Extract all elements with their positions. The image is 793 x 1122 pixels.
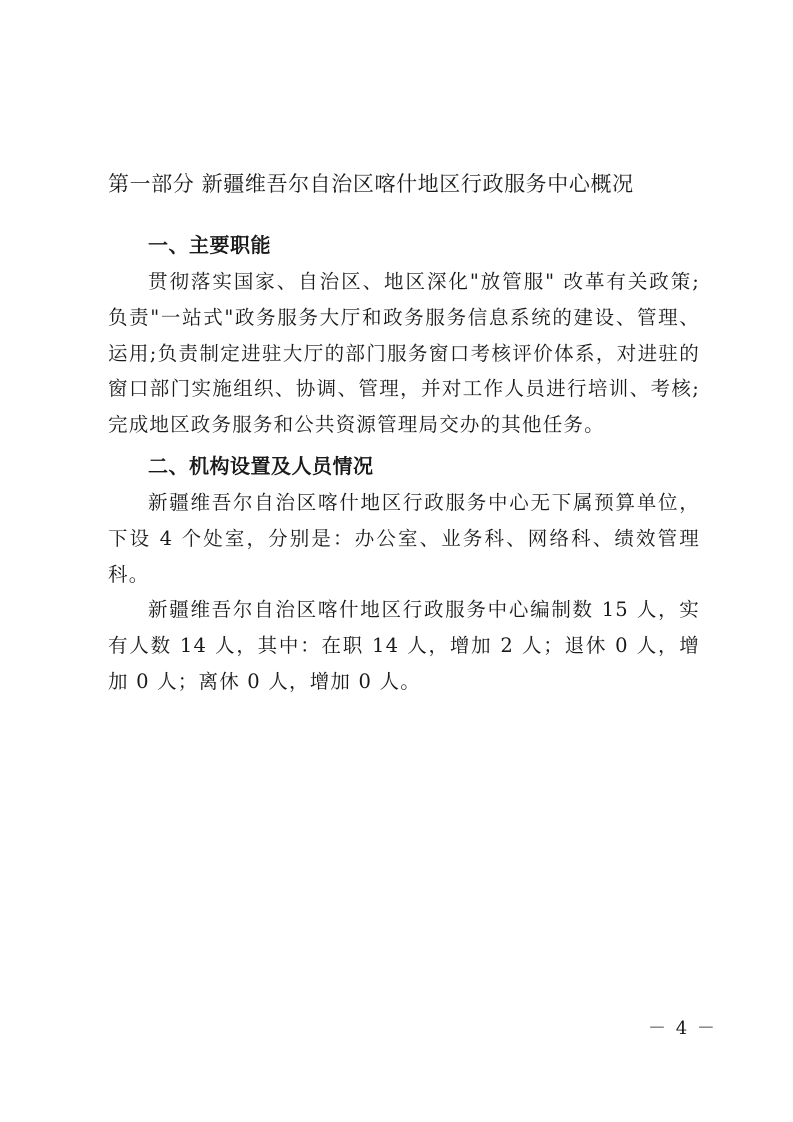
section-heading: 二、机构设置及人员情况 xyxy=(148,453,374,478)
paragraph: 新疆维吾尔自治区喀什地区行政服务中心无下属预算单位，下设 4 个处室，分别是：办公室、业务科、网络科、绩效管理科。 xyxy=(108,490,700,586)
section-heading: 一、主要职能 xyxy=(148,233,271,257)
section-main-functions xyxy=(108,226,700,443)
part-title: 第一部分 新疆维吾尔自治区喀什地区行政服务中心概况 xyxy=(108,172,634,196)
paragraph: 贯彻落实国家、自治区、地区深化"放管服" 改革有关政策;负责"一站式"政务服务大厅和政务服务信息系统的建设、管理、运用;负责制定进驻大厅的部门服务窗口考核评价体系，对进驻的窗口部门实施组织、协调、管理，并对工作人员进行培训、考核;完成地区政务服务和公共资源管理局交办的其他任务。 xyxy=(108,270,700,437)
paragraph: 新疆维吾尔自治区喀什地区行政服务中心编制数 15 人，实有人数 14 人，其中：在职 14 人，增加 2 人；退休 0 人，增加 0 人；离休 0 人，增加 0 人。 xyxy=(108,598,700,693)
document-body xyxy=(108,226,700,700)
page-number: － 4 － xyxy=(648,1018,717,1039)
section-organization xyxy=(108,447,700,700)
